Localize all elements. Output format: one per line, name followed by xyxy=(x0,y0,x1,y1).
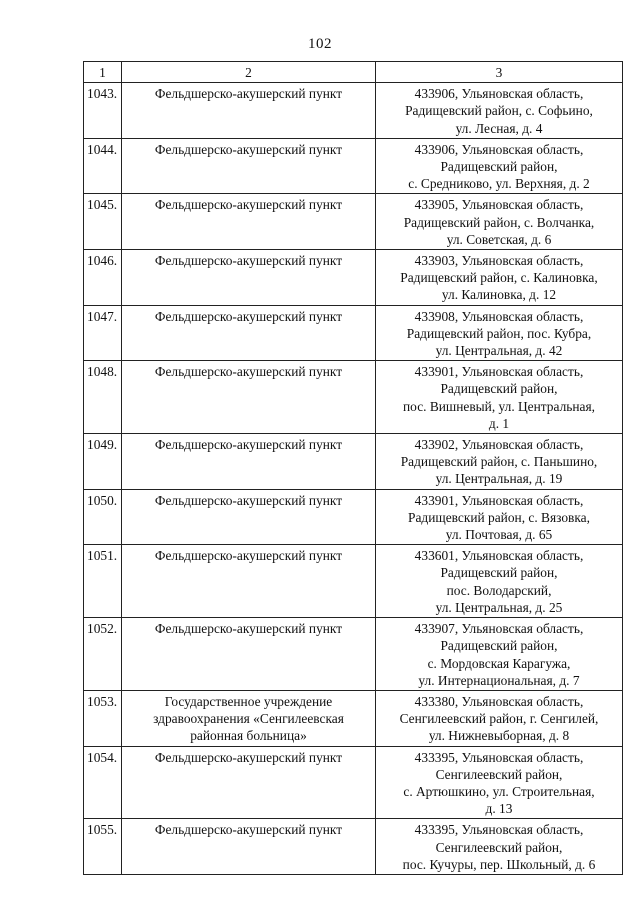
institution-name xyxy=(122,746,376,819)
address-line: пос. Вишневый, ул. Центральная, xyxy=(403,398,595,414)
institution-name xyxy=(122,194,376,250)
row-number: 1054. xyxy=(84,746,122,819)
institution-name xyxy=(122,489,376,545)
header-row xyxy=(84,62,623,83)
address-line: с. Средниково, ул. Верхняя, д. 2 xyxy=(408,176,590,192)
institution-name xyxy=(122,305,376,361)
row-number: 1047. xyxy=(84,305,122,361)
address-line: 433908, Ульяновская область, xyxy=(414,308,584,324)
column-header-3: 3 xyxy=(376,62,623,83)
address-line: ул. Советская, д. 6 xyxy=(446,231,552,247)
address-line: пос. Володарский, xyxy=(446,582,552,598)
table-row xyxy=(84,489,623,545)
address-line: Сенгилеевский район, xyxy=(435,766,563,782)
address-line: 433907, Ульяновская область, xyxy=(414,621,584,637)
institution-address xyxy=(376,545,623,618)
institution-address xyxy=(376,690,623,746)
address-line: 433906, Ульяновская область, xyxy=(414,86,584,102)
address-line: Радищевский район, пос. Кубра, xyxy=(406,325,592,341)
address-line: 433395, Ульяновская область, xyxy=(414,822,584,838)
address-line: Радищевский район, xyxy=(440,638,558,654)
institution-name-line: Фельдшерско-акушерский пункт xyxy=(154,621,343,637)
institution-name xyxy=(122,690,376,746)
institution-name-line: Фельдшерско-акушерский пункт xyxy=(154,492,343,508)
row-number: 1043. xyxy=(84,83,122,139)
institution-address xyxy=(376,618,623,691)
address-line: 433903, Ульяновская область, xyxy=(414,253,584,269)
address-line: 433905, Ульяновская область, xyxy=(414,197,584,213)
address-line: Радищевский район, xyxy=(440,159,558,175)
institution-name-line: Фельдшерско-акушерский пункт xyxy=(154,749,343,765)
address-line: Радищевский район, с. Волчанка, xyxy=(403,214,595,230)
table-row xyxy=(84,434,623,490)
table-row xyxy=(84,746,623,819)
page-number: 102 xyxy=(308,36,332,52)
institution-name-line: Фельдшерско-акушерский пункт xyxy=(154,308,343,324)
address-line: Радищевский район, xyxy=(440,565,558,581)
column-header-2: 2 xyxy=(122,62,376,83)
table-row xyxy=(84,618,623,691)
address-line: 433380, Ульяновская область, xyxy=(414,693,584,709)
institution-address xyxy=(376,194,623,250)
row-number: 1045. xyxy=(84,194,122,250)
address-line: 433395, Ульяновская область, xyxy=(414,749,584,765)
row-number: 1049. xyxy=(84,434,122,490)
institution-name xyxy=(122,361,376,434)
table-row xyxy=(84,305,623,361)
institution-name xyxy=(122,618,376,691)
institution-name-line: Фельдшерско-акушерский пункт xyxy=(154,197,343,213)
address-line: Радищевский район, с. Софьино, xyxy=(405,103,593,119)
address-line: ул. Центральная, д. 42 xyxy=(435,343,563,359)
row-number: 1053. xyxy=(84,690,122,746)
table-row xyxy=(84,138,623,194)
institution-address xyxy=(376,819,623,875)
institution-address xyxy=(376,305,623,361)
institution-name-line: Фельдшерско-акушерский пункт xyxy=(154,141,343,157)
institution-address xyxy=(376,83,623,139)
table-row xyxy=(84,361,623,434)
address-line: ул. Нижневыборная, д. 8 xyxy=(428,728,570,744)
row-number: 1048. xyxy=(84,361,122,434)
address-line: с. Мордовская Карагужа, xyxy=(427,655,571,671)
address-line: Радищевский район, с. Паньшино, xyxy=(400,454,598,470)
address-line: ул. Центральная, д. 19 xyxy=(435,471,563,487)
table-row xyxy=(84,250,623,306)
address-line: 433906, Ульяновская область, xyxy=(414,141,584,157)
institution-name-line: Государственное учреждение xyxy=(164,693,333,709)
institution-name-line: Фельдшерско-акушерский пункт xyxy=(154,86,343,102)
address-line: с. Артюшкино, ул. Строительная, xyxy=(403,783,595,799)
address-line: ул. Интернациональная, д. 7 xyxy=(418,672,580,688)
institution-name-line: районная больница» xyxy=(190,728,307,744)
institution-address xyxy=(376,361,623,434)
address-line: ул. Калиновка, д. 12 xyxy=(441,287,557,303)
institution-name xyxy=(122,83,376,139)
address-line: 433902, Ульяновская область, xyxy=(414,437,584,453)
institution-name-line: Фельдшерско-акушерский пункт xyxy=(154,437,343,453)
address-line: д. 13 xyxy=(485,801,513,817)
institution-address xyxy=(376,250,623,306)
row-number: 1046. xyxy=(84,250,122,306)
row-number: 1051. xyxy=(84,545,122,618)
address-line: ул. Почтовая, д. 65 xyxy=(445,527,553,543)
address-line: 433901, Ульяновская область, xyxy=(414,364,584,380)
institution-name xyxy=(122,138,376,194)
address-line: Сенгилеевский район, xyxy=(435,839,563,855)
institution-address xyxy=(376,138,623,194)
address-line: пос. Кучуры, пер. Школьный, д. 6 xyxy=(402,856,596,872)
table-row xyxy=(84,819,623,875)
address-line: 433601, Ульяновская область, xyxy=(414,548,584,564)
registry-table xyxy=(83,61,623,875)
institution-name xyxy=(122,819,376,875)
address-line: Радищевский район, с. Вязовка, xyxy=(408,509,590,525)
institution-name-line: Фельдшерско-акушерский пункт xyxy=(154,364,343,380)
institution-address xyxy=(376,746,623,819)
institution-address xyxy=(376,434,623,490)
address-line: Радищевский район, xyxy=(440,381,558,397)
row-number: 1050. xyxy=(84,489,122,545)
address-line: д. 1 xyxy=(488,415,510,431)
table-row xyxy=(84,545,623,618)
address-line: ул. Лесная, д. 4 xyxy=(455,120,543,136)
institution-address xyxy=(376,489,623,545)
institution-name-line: здравоохранения «Сенгилеевская xyxy=(153,711,344,727)
institution-name xyxy=(122,434,376,490)
address-line: ул. Центральная, д. 25 xyxy=(435,599,563,615)
institution-name-line: Фельдшерско-акушерский пункт xyxy=(154,548,343,564)
institution-name xyxy=(122,250,376,306)
address-line: Радищевский район, с. Калиновка, xyxy=(400,270,598,286)
institution-name xyxy=(122,545,376,618)
table-row xyxy=(84,83,623,139)
institution-name-line: Фельдшерско-акушерский пункт xyxy=(154,253,343,269)
column-header-1: 1 xyxy=(84,62,122,83)
row-number: 1044. xyxy=(84,138,122,194)
table-row xyxy=(84,690,623,746)
address-line: 433901, Ульяновская область, xyxy=(414,492,584,508)
table-row xyxy=(84,194,623,250)
institution-name-line: Фельдшерско-акушерский пункт xyxy=(154,822,343,838)
row-number: 1052. xyxy=(84,618,122,691)
row-number: 1055. xyxy=(84,819,122,875)
address-line: Сенгилеевский район, г. Сенгилей, xyxy=(399,711,599,727)
